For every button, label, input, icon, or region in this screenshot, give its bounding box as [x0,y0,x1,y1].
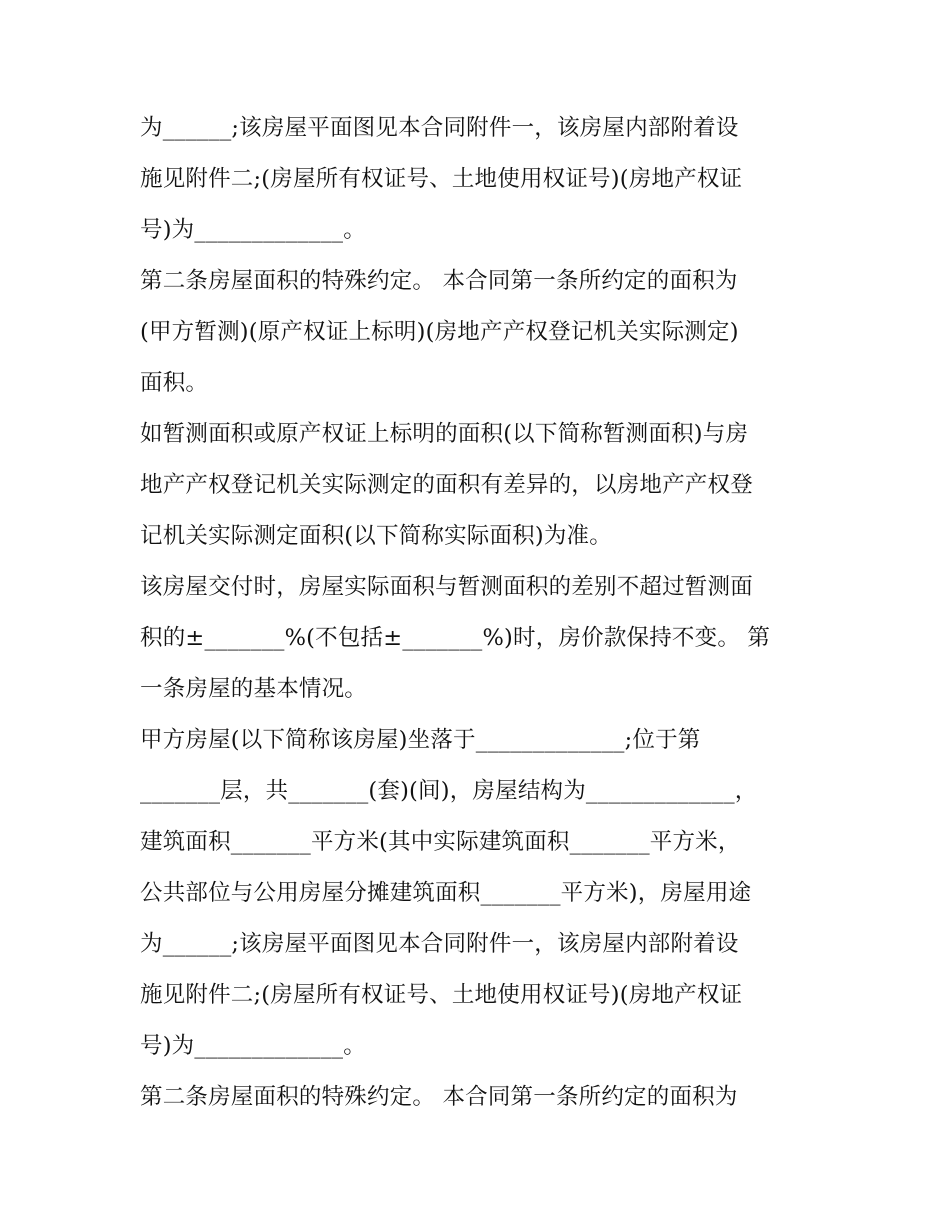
text-line: 地产产权登记机关实际测定的面积有差异的，以房地产产权登 [140,472,753,498]
text-line: _______层，共_______(套)(间)，房屋结构为_____________， [140,778,758,804]
text-line: 如暂测面积或原产权证上标明的面积(以下简称暂测面积)与房 [140,421,749,447]
text-line: 甲方房屋(以下简称该房屋)坐落于_____________;位于第 [140,727,701,753]
text-line: 为______;该房屋平面图见本合同附件一，该房屋内部附着设 [140,115,739,141]
text-line: 为______;该房屋平面图见本合同附件一，该房屋内部附着设 [140,931,739,957]
text-line: 面积。 [140,370,209,396]
text-line: 建筑面积_______平方米(其中实际建筑面积_______平方米， [140,829,741,855]
text-line: 公共部位与公用房屋分摊建筑面积_______平方米)，房屋用途 [140,880,752,906]
text-line: 施见附件二;(房屋所有权证号、土地使用权证号)(房地产权证 [140,166,743,192]
text-line: 一条房屋的基本情况。 [140,676,368,702]
text-line: 号)为_____________。 [140,1033,366,1059]
text-line: 第二条房屋面积的特殊约定。 本合同第一条所约定的面积为 [140,1084,738,1110]
text-line: 施见附件二;(房屋所有权证号、土地使用权证号)(房地产权证 [140,982,743,1008]
text-line: 积的±_______%(不包括±_______%)时，房价款保持不变。 第 [140,625,771,651]
text-line: (甲方暂测)(原产权证上标明)(房地产产权登记机关实际测定) [140,319,739,345]
text-line: 记机关实际测定面积(以下简称实际面积)为准。 [140,523,612,549]
document-body [140,103,830,1123]
text-line: 第二条房屋面积的特殊约定。 本合同第一条所约定的面积为 [140,268,738,294]
text-line: 号)为_____________。 [140,217,366,243]
text-line: 该房屋交付时，房屋实际面积与暂测面积的差别不超过暂测面 [140,574,753,600]
